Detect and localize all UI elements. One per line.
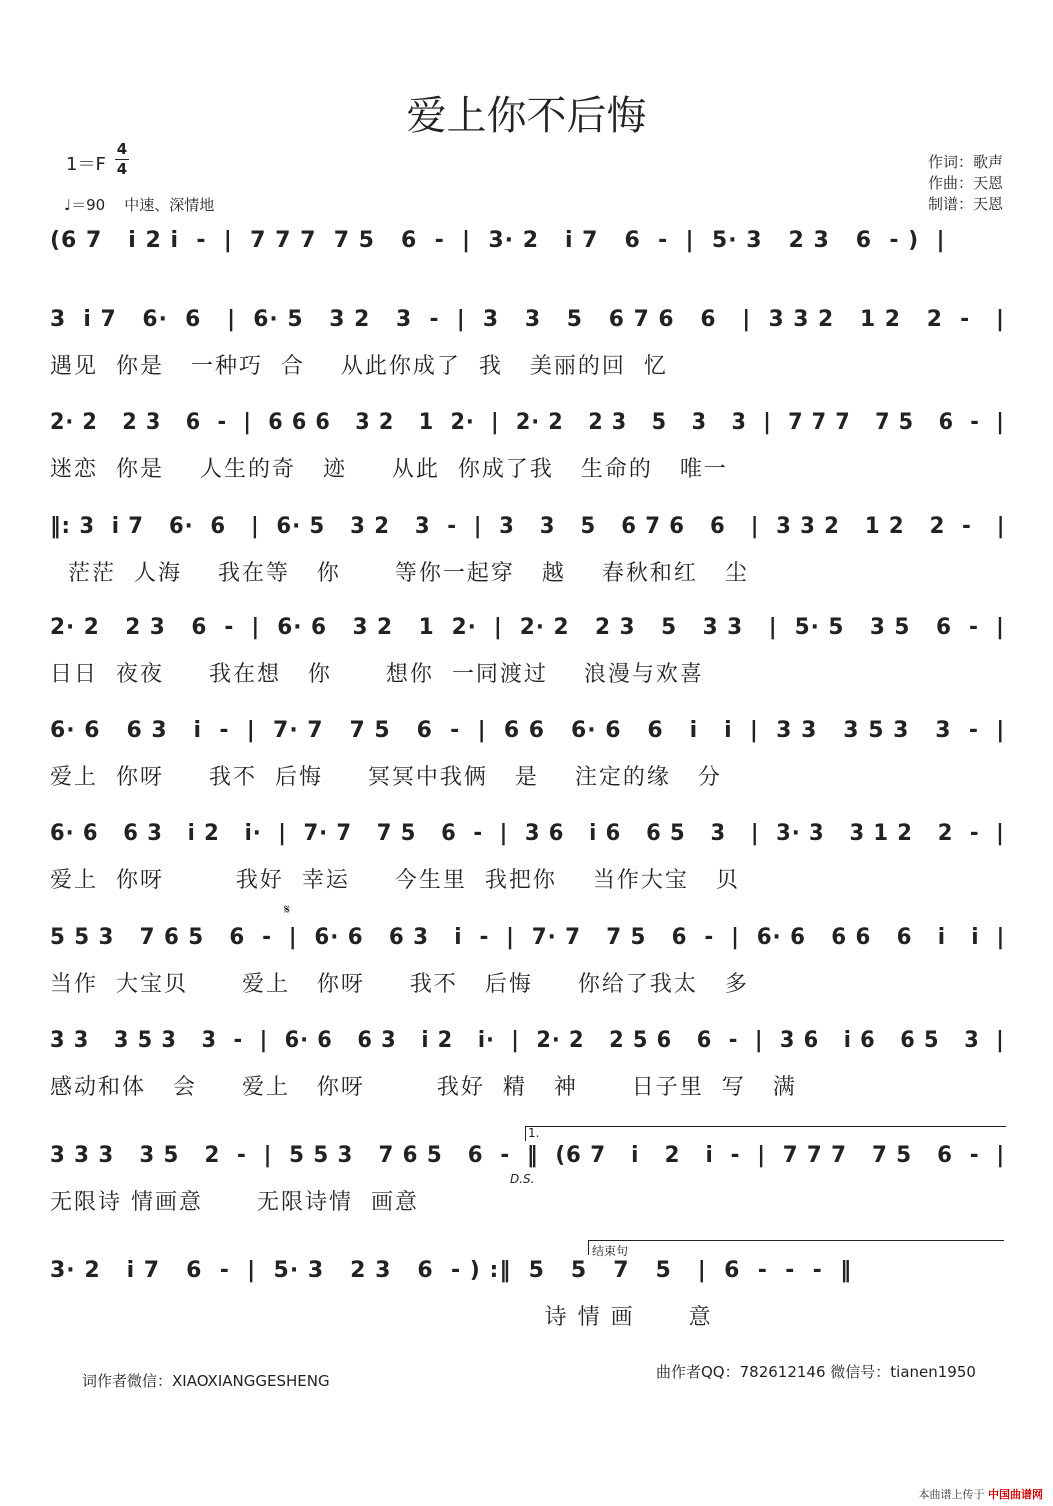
score-row	[50, 1028, 1010, 1100]
tempo-value: ♩＝90	[64, 196, 106, 214]
lyrics-line: 当作 大宝贝 爱上 你呀 我不 后悔 你给了我太 多	[50, 972, 749, 997]
notation-line: ‖: 3 i 7 6· 6 | 6· 5 3 2 3 - | 3 3 5 6 7 6 6 | 3 3 2 1 2 2 - |	[50, 514, 1006, 539]
lyrics-line: 无限诗 情画意 无限诗情 画意	[50, 1190, 419, 1215]
lyricist: 作词：歌声	[927, 153, 1003, 171]
ending-bracket	[588, 1240, 1004, 1255]
credits	[928, 152, 1003, 215]
upload-prefix: 本曲谱上传于	[918, 1488, 985, 1501]
site-name: 中国曲谱网	[988, 1488, 1043, 1501]
ds-mark: D.S.	[510, 1172, 535, 1186]
volta-bracket	[525, 1126, 1006, 1141]
composer: 作曲：天恩	[927, 174, 1003, 192]
ending-label: 结束句	[592, 1244, 629, 1258]
lyrics-line: 茫茫 人海 我在等 你 等你一起穿 越 春秋和红 尘	[50, 561, 749, 586]
notation-line: (6 7 i 2 i - | 7 7 7 7 5 6 - | 3· 2 i 7 6 - | 5· 3 2 3 6 - ) |	[50, 228, 946, 253]
lyrics-line: 爱上 你呀 我不 后悔 冥冥中我俩 是 注定的缘 分	[50, 765, 722, 790]
arranger: 制谱：天恩	[927, 195, 1003, 213]
lyricist-wechat: 词作者微信：XIAOXIANGGESHENG	[82, 1372, 330, 1390]
time-signature	[115, 141, 129, 178]
key-signature: 1＝F	[66, 154, 106, 175]
score-row	[50, 307, 1010, 379]
score-row	[50, 228, 1010, 272]
score-row	[50, 615, 1010, 687]
lyrics-line: 遇见 你是 一种巧 合 从此你成了 我 美丽的回 忆	[50, 354, 668, 379]
upload-credit	[919, 1486, 1044, 1502]
notation-line: 3· 2 i 7 6 - | 5· 3 2 3 6 - ) :‖ 5 5 7 5 | 6 - - - ‖	[50, 1258, 853, 1283]
page-title: 爱上你不后悔	[406, 93, 647, 139]
notation-line: 3 3 3 3 5 2 - | 5 5 3 7 6 5 6 - ‖ (6 7 i 2 i - | 7 7 7 7 5 6 - |	[50, 1143, 1006, 1168]
notation-line: 6· 6 6 3 i - | 7· 7 7 5 6 - | 6 6 6· 6 6 i i | 3 3 3 5 3 3 - |	[50, 718, 1006, 743]
notation-line: 6· 6 6 3 i 2 i· | 7· 7 7 5 6 - | 3 6 i 6 6 5 3 | 3· 3 3 1 2 2 - |	[50, 821, 1005, 846]
composer-contact: 曲作者QQ：782612146 微信号：tianen1950	[656, 1363, 976, 1381]
score-row	[50, 410, 1010, 482]
lyrics-line: 迷恋 你是 人生的奇 迹 从此 你成了我 生命的 唯一	[50, 457, 728, 482]
lyrics-line: 感动和体 会 爱上 你呀 我好 精 神 日子里 写 满	[50, 1075, 797, 1100]
notation-line: 5 5 3 7 6 5 6 - | 6· 6 6 3 i - | 7· 7 7 5 6 - | 6· 6 6 6 6 i i |	[50, 925, 1006, 950]
time-signature-bottom: 4	[116, 160, 128, 178]
notation-line: 2· 2 2 3 6 - | 6· 6 3 2 1 2· | 2· 2 2 3 5 3 3 | 5· 5 3 5 6 - |	[50, 615, 1005, 640]
volta-1-label: 1.	[528, 1126, 540, 1140]
notation-line: 3 i 7 6· 6 | 6· 5 3 2 3 - | 3 3 5 6 7 6 6 | 3 3 2 1 2 2 - |	[50, 307, 1005, 332]
lyrics-line: 爱上 你呀 我好 幸运 今生里 我把你 当作大宝 贝	[50, 868, 740, 893]
lyrics-line: 日日 夜夜 我在想 你 想你 一同渡过 浪漫与欢喜	[50, 662, 704, 687]
tempo-text: 中速、深情地	[124, 196, 215, 214]
time-signature-top: 4	[116, 140, 128, 158]
score-row	[50, 514, 1010, 586]
score-row	[50, 718, 1010, 790]
score-row	[50, 925, 1010, 997]
score-row	[50, 821, 1010, 893]
lyrics-line: 诗 情 画 意	[50, 1305, 713, 1330]
score-row	[50, 1258, 1010, 1330]
notation-line: 3 3 3 5 3 3 - | 6· 6 6 3 i 2 i· | 2· 2 2 5 6 6 - | 3 6 i 6 6 5 3 |	[50, 1028, 1005, 1053]
tempo	[64, 194, 214, 215]
segno-mark: 𝄋	[284, 902, 291, 918]
notation-line: 2· 2 2 3 6 - | 6 6 6 3 2 1 2· | 2· 2 2 3 5 3 3 | 7 7 7 7 5 6 - |	[50, 410, 1005, 435]
